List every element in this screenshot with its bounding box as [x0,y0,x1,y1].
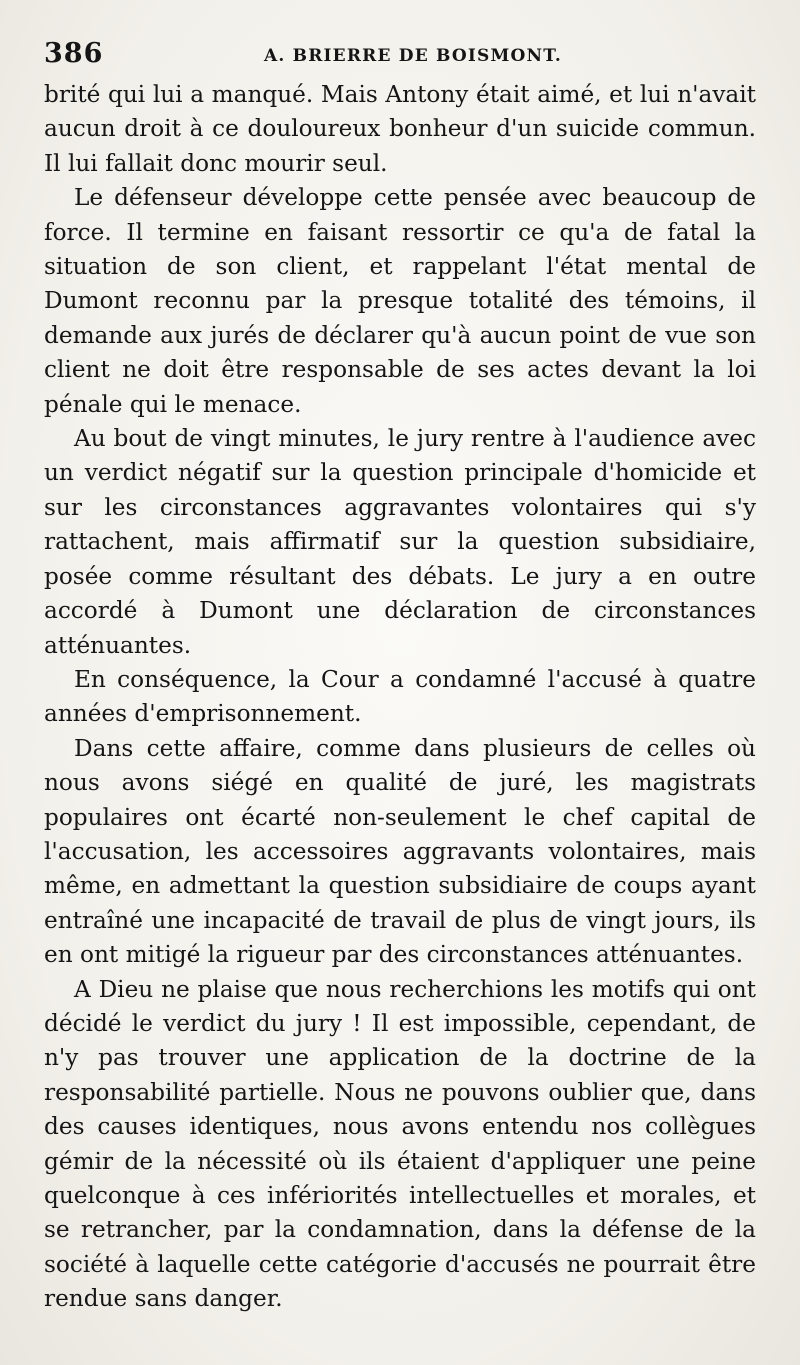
paragraph-verdict: Au bout de vingt minutes, le jury rentre à l'audience avec un verdict négatif sur la question principale d'homicide et sur les circonstances aggravantes volontaires qui s'y rattachent, mais affirmatif sur la question subsidiaire, posée comme résultant des débats. Le jury a en outre accordé à Dumont une déclaration de circonstances atténuantes. [44,425,756,659]
page-number: 386 [44,38,104,69]
paragraph-sentence: En conséquence, la Cour a condamné l'accusé à quatre années d'emprisonnement. [44,665,756,728]
page-header [44,38,756,74]
body-text [44,78,756,1317]
paragraph-continuation: brité qui lui a manqué. Mais Antony était aimé, et lui n'avait aucun droit à ce douloureux bonheur d'un suicide commun. Il lui fallait donc mourir seul. [44,81,756,177]
paragraph-jury-commentary: Dans cette affaire, comme dans plusieurs de celles où nous avons siégé en qualité de juré, les magistrats populaires ont écarté non-seulement le chef capital de l'accusation, les accessoires aggravants volontaires, mais même, en admettant la question subsidiaire de coups ayant entraîné une incapacité de travail de plus de vingt jours, ils en ont mitigé la rigueur par des circonstances atténuantes. [44,734,756,969]
running-head: A. BRIERRE DE BOISMONT. [264,46,563,66]
paragraph-defense: Le défenseur développe cette pensée avec beaucoup de force. Il termine en faisant ressortir ce qu'a de fatal la situation de son client, et rappelant l'état mental de Dumont reconnu par la presque totalité des témoins, il demande aux jurés de déclarer qu'à aucun point de vue son client ne doit être responsable de ses actes devant la loi pénale qui le menace. [44,184,756,418]
paragraph-partial-responsibility: A Dieu ne plaise que nous recherchions les motifs qui ont décidé le verdict du jury ! Il est impossible, cependant, de n'y pas trouver une application de la doctrine de la responsabilité partielle. Nous ne pouvons oublier que, dans des causes identiques, nous avons entendu nos collègues gémir de la nécessité où ils étaient d'appliquer une peine quelconque à ces infériorités intellectuelles et morales, et se retrancher, par la condamnation, dans la défense de la société à laquelle cette catégorie d'accusés ne pourrait être rendue sans danger. [44,975,756,1313]
